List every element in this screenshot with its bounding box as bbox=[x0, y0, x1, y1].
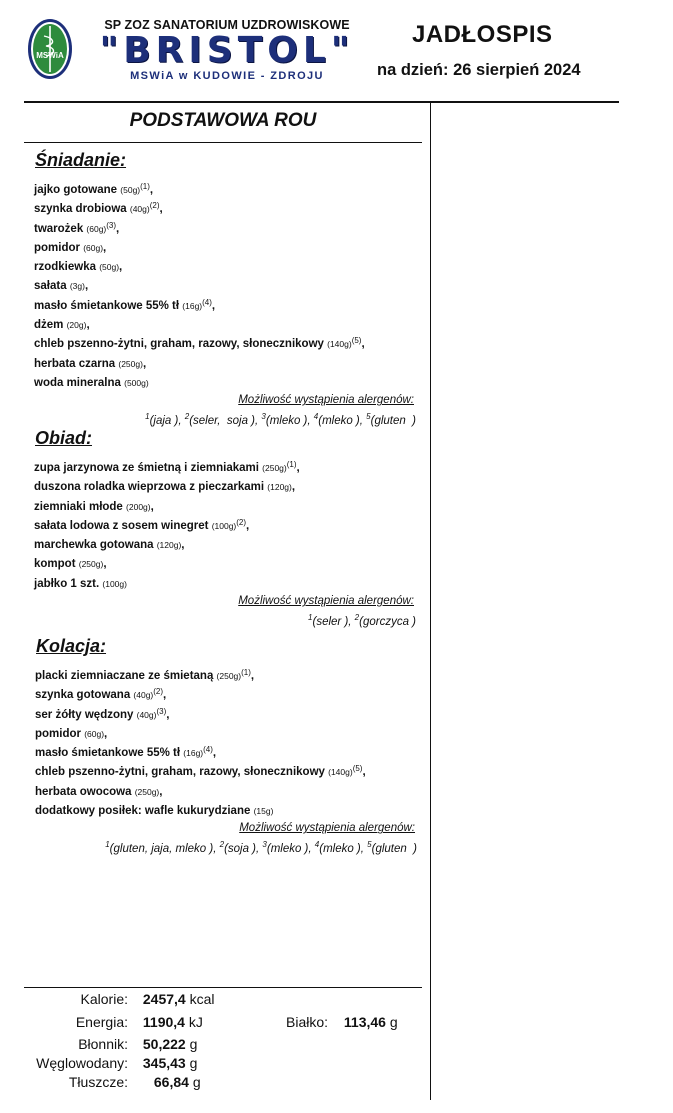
menu-item-weight: (200g) bbox=[126, 501, 151, 512]
nutrition-value: 66,84 bbox=[153, 1074, 189, 1090]
menu-item-separator: , bbox=[166, 708, 170, 721]
allergen-ref: (1) bbox=[241, 668, 251, 677]
allergen-list bbox=[34, 609, 416, 631]
menu-item-weight: (60g) bbox=[83, 242, 104, 253]
menu-item-separator: , bbox=[150, 500, 154, 513]
menu-item-separator: , bbox=[212, 747, 217, 760]
menu-item-weight: (16g) bbox=[183, 748, 204, 759]
menu-item-weight: (500g) bbox=[124, 377, 149, 388]
menu-item-name: masło śmietankowe 55% tł bbox=[34, 299, 180, 312]
menu-item-separator: , bbox=[159, 203, 163, 216]
menu-item-separator: , bbox=[361, 338, 365, 351]
meal-heading: Obiad: bbox=[35, 428, 92, 448]
nutrition-value: 50,222 bbox=[142, 1036, 186, 1052]
nutrition-protein bbox=[286, 1013, 398, 1032]
menu-item-separator: , bbox=[142, 357, 147, 370]
menu-item-name: woda mineralna bbox=[34, 376, 121, 389]
meal-items bbox=[34, 457, 420, 592]
allergen-number: 5 bbox=[367, 840, 372, 850]
menu-item-weight: (40g) bbox=[129, 204, 150, 215]
nutrition-unit: g bbox=[189, 1036, 198, 1052]
menu-item-name: ziemniaki młode bbox=[34, 500, 123, 513]
menu-item-weight: (20g) bbox=[66, 320, 87, 331]
menu-item-name: pomidor bbox=[34, 241, 80, 254]
allergen-list bbox=[35, 836, 417, 858]
menu-item-weight: (120g) bbox=[267, 482, 292, 493]
menu-item bbox=[34, 179, 420, 198]
menu-item-separator: , bbox=[119, 261, 123, 274]
header-divider bbox=[24, 101, 619, 103]
menu-item-separator: , bbox=[84, 280, 89, 293]
menu-item-separator: , bbox=[362, 766, 366, 779]
diet-name: PODSTAWOWA ROU bbox=[129, 110, 317, 131]
allergen-list bbox=[34, 408, 416, 430]
menu-item-name: twarożek bbox=[34, 222, 84, 235]
menu-item-separator: , bbox=[86, 319, 90, 332]
menu-item-weight: (60g) bbox=[86, 223, 107, 234]
organization-block bbox=[82, 18, 372, 82]
menu-item bbox=[34, 573, 420, 592]
menu-item-name: jabłko 1 szt. bbox=[34, 577, 100, 590]
menu-item bbox=[34, 237, 420, 256]
org-name: "BRISTOL" bbox=[99, 30, 355, 71]
allergen-number: 1 bbox=[145, 412, 150, 422]
allergen-ref: (5) bbox=[352, 764, 363, 774]
menu-item-separator: , bbox=[291, 481, 296, 494]
allergen-number: 2 bbox=[354, 613, 360, 623]
column-divider bbox=[430, 102, 431, 1100]
allergen-text: (gluten, jaja, mleko ), bbox=[109, 843, 220, 856]
allergen-heading: Możliwość wystąpienia alergenów: bbox=[239, 822, 415, 835]
menu-item-name: rzodkiewka bbox=[34, 261, 96, 274]
meal-heading: Kolacja: bbox=[36, 636, 107, 656]
menu-item-name: sałata lodowa z sosem winegret bbox=[34, 519, 209, 532]
menu-item-name: sałata bbox=[34, 280, 67, 293]
menu-item bbox=[34, 218, 420, 237]
nutrition-label: Węglowodany: bbox=[36, 1055, 128, 1071]
menu-item bbox=[35, 723, 421, 742]
allergen-ref: (4) bbox=[202, 297, 212, 307]
menu-item-separator: , bbox=[246, 519, 250, 532]
menu-item bbox=[34, 515, 420, 534]
nutrition-calories bbox=[24, 990, 215, 1009]
menu-item-weight: (40g) bbox=[136, 709, 157, 720]
nutrition-carbs bbox=[24, 1054, 197, 1073]
menu-item-separator: , bbox=[211, 299, 216, 312]
allergen-number: 1 bbox=[105, 840, 110, 850]
allergen-text: (gorczyca ) bbox=[359, 615, 416, 628]
menu-item-weight: (250g) bbox=[118, 358, 143, 369]
menu-item-weight: (250g) bbox=[216, 671, 242, 681]
menu-item bbox=[34, 275, 420, 294]
menu-item-name: pomidor bbox=[35, 727, 81, 740]
menu-item-weight: (15g) bbox=[253, 806, 274, 817]
menu-item bbox=[34, 353, 420, 372]
menu-item-name: dodatkowy posiłek: wafle kukurydziane bbox=[35, 805, 251, 818]
allergen-number: 2 bbox=[184, 412, 190, 422]
menu-item-name: chleb pszenno-żytni, graham, razowy, słonecznikowy bbox=[35, 766, 325, 779]
menu-item-name: herbata czarna bbox=[34, 357, 119, 370]
menu-item-name: chleb pszenno-żytni, graham, razowy, słonecznikowy bbox=[34, 338, 324, 351]
allergen-ref: (1) bbox=[140, 182, 150, 191]
menu-item-weight: (40g) bbox=[133, 690, 154, 701]
menu-item-weight: (250g) bbox=[134, 786, 160, 797]
menu-item-weight: (120g) bbox=[156, 540, 182, 551]
menu-item bbox=[34, 496, 420, 515]
menu-item bbox=[34, 476, 420, 495]
menu-item-name: jajko gotowane bbox=[34, 184, 118, 196]
allergen-text: (gluten ) bbox=[370, 415, 416, 428]
menu-item-weight: (140g) bbox=[328, 767, 353, 778]
menu-item-weight: (100g) bbox=[102, 578, 127, 589]
nutrition-divider bbox=[24, 987, 422, 988]
allergen-ref: (4) bbox=[203, 745, 213, 755]
menu-item bbox=[34, 372, 420, 391]
menu-item-separator: , bbox=[116, 222, 120, 235]
nutrition-label: Błonnik: bbox=[78, 1036, 128, 1052]
nutrition-value: 1190,4 bbox=[142, 1014, 185, 1030]
nutrition-energy bbox=[24, 1013, 203, 1032]
allergen-text: (mleko ), bbox=[265, 415, 314, 428]
allergen-ref: (2) bbox=[153, 687, 164, 697]
nutrition-unit: g bbox=[389, 1014, 398, 1030]
nutrition-fat bbox=[24, 1073, 201, 1092]
nutrition-unit: g bbox=[192, 1074, 201, 1090]
allergen-text: (gluten ) bbox=[371, 843, 417, 856]
menu-item-separator: , bbox=[103, 241, 107, 254]
menu-item-weight: (16g) bbox=[182, 300, 203, 311]
sanatorium-logo bbox=[27, 18, 73, 80]
menu-item bbox=[35, 742, 421, 761]
menu-item bbox=[34, 534, 420, 553]
allergen-number: 2 bbox=[219, 840, 225, 850]
allergen-text: (seler ), bbox=[312, 615, 355, 628]
menu-item bbox=[35, 761, 421, 780]
menu-item-name: placki ziemniaczane ze śmietaną bbox=[35, 670, 214, 682]
menu-item-name: masło śmietankowe 55% tł bbox=[35, 747, 181, 760]
logo-text: MSWiA bbox=[36, 51, 64, 60]
menu-item-separator: , bbox=[296, 462, 300, 474]
allergen-number: 4 bbox=[313, 412, 319, 422]
menu-item bbox=[34, 198, 420, 217]
menu-item bbox=[35, 704, 421, 723]
meal-section-breakfast bbox=[34, 150, 420, 430]
allergen-number: 3 bbox=[261, 412, 266, 422]
nutrition-label: Energia: bbox=[75, 1014, 128, 1030]
nutrition-unit: g bbox=[189, 1055, 198, 1071]
allergen-ref: (3) bbox=[156, 706, 167, 716]
menu-item-weight: (250g) bbox=[262, 463, 287, 473]
menu-item-name: herbata owocowa bbox=[35, 785, 135, 798]
menu-item-name: ser żółty wędzony bbox=[35, 708, 134, 721]
menu-item-weight: (50g) bbox=[99, 262, 120, 273]
nutrition-value: 2457,4 bbox=[142, 991, 186, 1007]
allergen-number: 5 bbox=[366, 412, 371, 422]
menu-item-name: duszona roladka wieprzowa z pieczarkami bbox=[34, 481, 265, 494]
menu-item-separator: , bbox=[250, 670, 255, 682]
menu-item-name: szynka drobiowa bbox=[34, 203, 130, 216]
menu-item-weight: (140g) bbox=[327, 339, 352, 350]
menu-item bbox=[35, 781, 421, 800]
allergen-ref: (2) bbox=[236, 517, 247, 527]
org-subtitle: MSWiA w KUDOWIE - ZDROJU bbox=[130, 70, 324, 82]
allergen-text: (seler, soja ), bbox=[189, 415, 262, 428]
allergen-text: (soja ), bbox=[224, 843, 263, 856]
meal-items bbox=[34, 179, 420, 391]
allergen-ref: (1) bbox=[286, 460, 297, 469]
allergen-heading: Możliwość wystąpienia alergenów: bbox=[238, 394, 414, 407]
page-title: JADŁOSPIS bbox=[412, 21, 553, 48]
meal-section-dinner bbox=[35, 636, 421, 858]
allergen-text: (mleko ), bbox=[318, 415, 367, 428]
menu-item-weight: (3g) bbox=[69, 281, 85, 292]
menu-item-weight: (60g) bbox=[84, 728, 105, 739]
nutrition-fiber bbox=[24, 1035, 197, 1054]
nutrition-unit: kcal bbox=[189, 991, 215, 1007]
menu-item-weight: (100g) bbox=[211, 520, 237, 531]
nutrition-value: 345,43 bbox=[142, 1055, 186, 1071]
org-top-line: SP ZOZ SANATORIUM UZDROWISKOWE bbox=[104, 18, 350, 32]
menu-item-name: szynka gotowana bbox=[35, 689, 131, 702]
menu-date: na dzień: 26 sierpień 2024 bbox=[377, 61, 581, 79]
allergen-number: 4 bbox=[314, 840, 320, 850]
allergen-ref: (3) bbox=[106, 220, 117, 230]
menu-item-weight: (50g) bbox=[120, 185, 141, 195]
allergen-text: (mleko ), bbox=[319, 843, 368, 856]
menu-item-separator: , bbox=[104, 727, 108, 740]
meal-heading: Śniadanie: bbox=[35, 150, 127, 170]
menu-item bbox=[35, 665, 421, 684]
menu-item-separator: , bbox=[159, 785, 163, 798]
menu-item-weight: (250g) bbox=[78, 559, 104, 570]
menu-item-name: kompot bbox=[34, 558, 76, 571]
menu-item-name: dżem bbox=[34, 319, 67, 332]
allergen-text: (mleko ), bbox=[266, 843, 315, 856]
menu-item bbox=[34, 333, 420, 352]
nutrition-label: Białko: bbox=[286, 1014, 329, 1030]
allergen-number: 1 bbox=[308, 613, 313, 623]
allergen-number: 3 bbox=[262, 840, 267, 850]
nutrition-unit: kJ bbox=[188, 1014, 203, 1030]
menu-item-separator: , bbox=[103, 558, 107, 571]
menu-item bbox=[34, 256, 420, 275]
allergen-ref: (5) bbox=[351, 336, 362, 346]
nutrition-label: Kalorie: bbox=[80, 991, 128, 1007]
menu-item bbox=[34, 553, 420, 572]
menu-item bbox=[34, 457, 420, 476]
diet-divider bbox=[24, 142, 422, 143]
nutrition-value: 113,46 bbox=[343, 1014, 386, 1030]
menu-item-separator: , bbox=[163, 689, 167, 702]
menu-item-separator: , bbox=[149, 184, 154, 196]
menu-item-name: zupa jarzynowa ze śmietną i ziemniakami bbox=[34, 462, 259, 474]
menu-item bbox=[35, 684, 421, 703]
allergen-heading: Możliwość wystąpienia alergenów: bbox=[238, 595, 414, 608]
menu-item bbox=[34, 314, 420, 333]
allergen-text: (jaja ), bbox=[149, 415, 185, 428]
menu-item-separator: , bbox=[181, 539, 185, 552]
nutrition-label: Tłuszcze: bbox=[68, 1074, 128, 1090]
meal-items bbox=[35, 665, 421, 819]
meal-section-lunch bbox=[34, 428, 420, 631]
allergen-ref: (2) bbox=[149, 201, 160, 211]
menu-item bbox=[34, 295, 420, 314]
menu-item bbox=[35, 800, 421, 819]
menu-item-name: marchewka gotowana bbox=[34, 539, 154, 552]
